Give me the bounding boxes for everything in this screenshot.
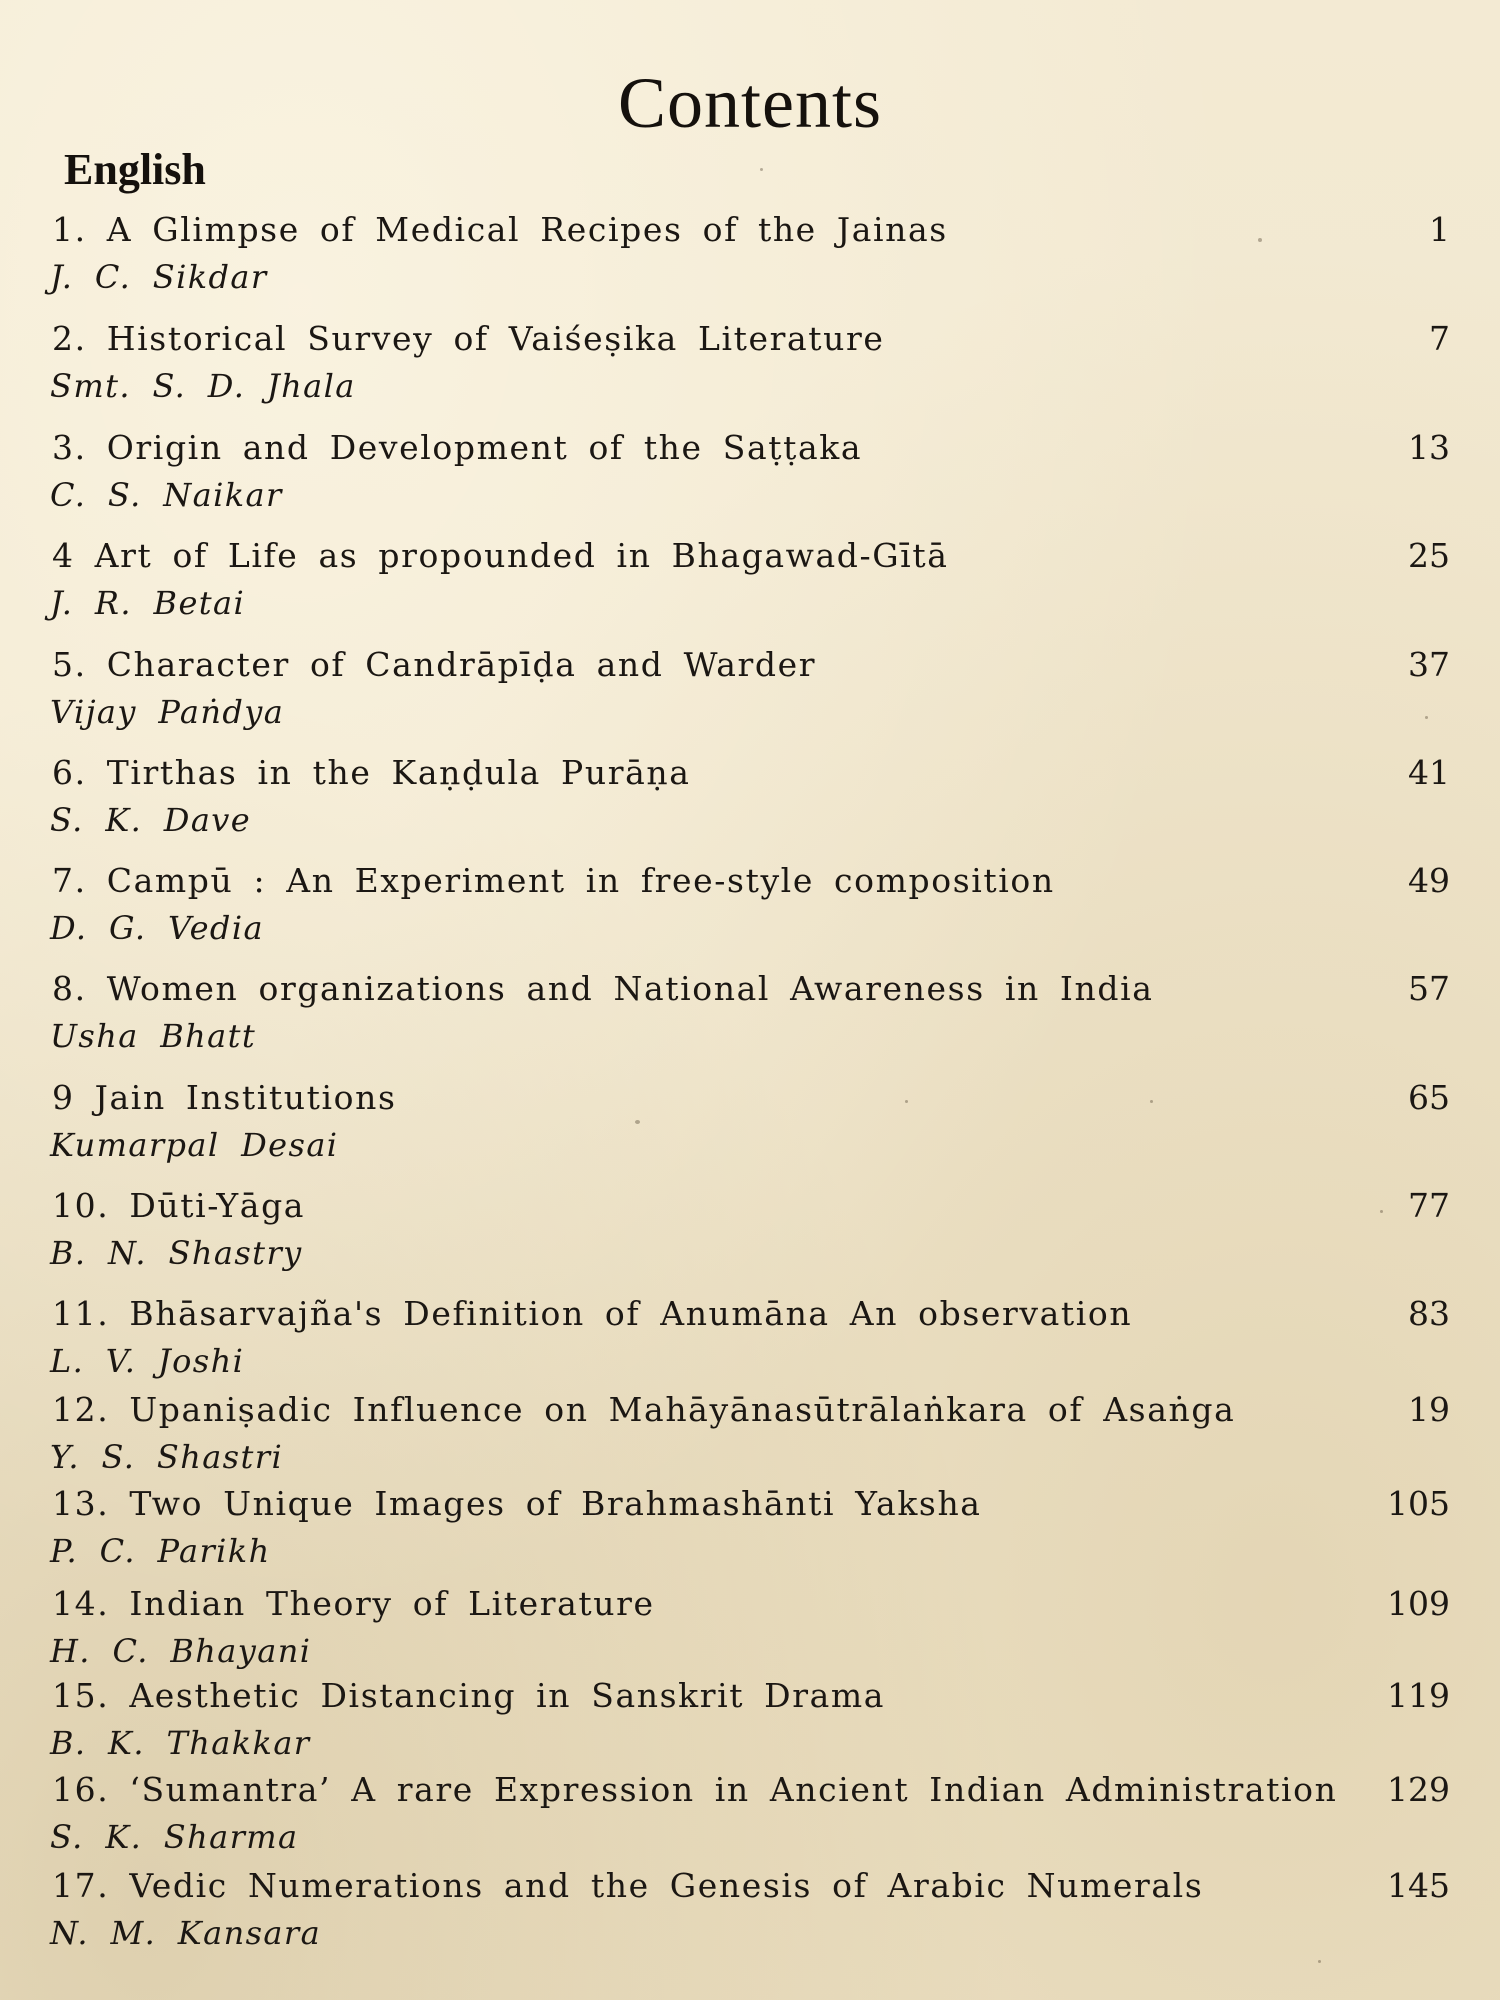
entry-page-number: 1 xyxy=(1429,210,1450,249)
entry-author: D. G. Vedia xyxy=(50,909,264,947)
entry-title: 10. Dūti-Yāga xyxy=(52,1186,306,1225)
page-title: Contents xyxy=(617,63,882,143)
toc-entry xyxy=(0,969,1500,1059)
entry-title: 17. Vedic Numerations and the Genesis of Arabic Numerals xyxy=(52,1866,1204,1905)
entry-title: 6. Tirthas in the Kaṇḍula Purāṇa xyxy=(52,753,691,792)
toc-entry xyxy=(0,1484,1500,1574)
toc-entry xyxy=(0,1866,1500,1956)
entry-page-number: 19 xyxy=(1408,1390,1450,1429)
entry-author: P. C. Parikh xyxy=(50,1532,271,1570)
entry-page-number: 49 xyxy=(1408,861,1450,900)
toc-entry xyxy=(0,1584,1500,1674)
entry-author: N. M. Kansara xyxy=(50,1914,322,1952)
entry-author: C. S. Naikar xyxy=(50,476,283,514)
entry-author: Y. S. Shastri xyxy=(50,1438,284,1476)
paper-speck xyxy=(905,1100,908,1103)
entry-page-number: 41 xyxy=(1408,753,1450,792)
entry-author: Usha Bhatt xyxy=(50,1017,257,1055)
entry-page-number: 105 xyxy=(1387,1484,1450,1523)
entry-title: 15. Aesthetic Distancing in Sanskrit Drama xyxy=(52,1676,886,1715)
entry-page-number: 65 xyxy=(1408,1078,1450,1117)
paper-speck xyxy=(1258,238,1262,242)
toc-entry xyxy=(0,753,1500,843)
entry-author: J. C. Sikdar xyxy=(50,258,268,296)
toc-entry xyxy=(0,1186,1500,1276)
paper-speck xyxy=(1380,1210,1383,1213)
toc-entry xyxy=(0,428,1500,518)
entry-author: B. N. Shastry xyxy=(50,1234,303,1272)
entry-author: Vijay Paṅdya xyxy=(50,693,285,731)
entry-title: 12. Upaniṣadic Influence on Mahāyānasūtrālaṅkara of Asaṅga xyxy=(52,1390,1236,1429)
entry-title: 13. Two Unique Images of Brahmashānti Yaksha xyxy=(52,1484,982,1523)
entry-page-number: 145 xyxy=(1387,1866,1450,1905)
toc-entry xyxy=(0,645,1500,735)
paper-speck xyxy=(1150,1100,1153,1103)
paper-speck xyxy=(1318,1960,1321,1963)
entry-page-number: 7 xyxy=(1429,319,1450,358)
section-title-english: English xyxy=(64,145,206,194)
entry-page-number: 129 xyxy=(1387,1770,1450,1809)
entry-author: Kumarpal Desai xyxy=(50,1126,339,1164)
paper-speck xyxy=(635,1120,640,1124)
paper-speck xyxy=(760,168,763,171)
entry-title: 1. A Glimpse of Medical Recipes of the Jainas xyxy=(52,210,948,249)
toc-entry xyxy=(0,1770,1500,1860)
entry-title: 7. Campū : An Experiment in free-style composition xyxy=(52,861,1055,900)
entry-page-number: 77 xyxy=(1408,1186,1450,1225)
entry-title: 16. ‘Sumantra’ A rare Expression in Ancient Indian Administration xyxy=(52,1770,1338,1809)
entry-title: 9 Jain Institutions xyxy=(52,1078,397,1117)
entry-page-number: 83 xyxy=(1408,1294,1450,1333)
entry-page-number: 57 xyxy=(1408,969,1450,1008)
entry-title: 14. Indian Theory of Literature xyxy=(52,1584,655,1623)
entry-page-number: 37 xyxy=(1408,645,1450,684)
entry-author: S. K. Dave xyxy=(50,801,252,839)
toc-entry xyxy=(0,861,1500,951)
entry-title: 3. Origin and Development of the Saṭṭaka xyxy=(52,428,863,467)
toc-entry xyxy=(0,1294,1500,1384)
entry-title: 8. Women organizations and National Awareness in India xyxy=(52,969,1154,1008)
entry-author: H. C. Bhayani xyxy=(50,1632,312,1670)
entry-author: Smt. S. D. Jhala xyxy=(50,367,356,405)
paper-speck xyxy=(1425,716,1428,719)
toc-entry xyxy=(0,210,1500,300)
toc-entry xyxy=(0,1078,1500,1168)
entry-page-number: 13 xyxy=(1408,428,1450,467)
entry-author: S. K. Sharma xyxy=(50,1818,299,1856)
toc-entry xyxy=(0,536,1500,626)
entry-author: L. V. Joshi xyxy=(50,1342,245,1380)
toc-entry xyxy=(0,1390,1500,1480)
entry-page-number: 119 xyxy=(1387,1676,1450,1715)
entry-title: 11. Bhāsarvajña's Definition of Anumāna An observation xyxy=(52,1294,1133,1333)
entry-author: B. K. Thakkar xyxy=(50,1724,311,1762)
entry-title: 5. Character of Candrāpīḍa and Warder xyxy=(52,645,817,684)
toc-entry xyxy=(0,319,1500,409)
entry-title: 4 Art of Life as propounded in Bhagawad-Gītā xyxy=(52,536,949,575)
entry-page-number: 25 xyxy=(1408,536,1450,575)
entry-title: 2. Historical Survey of Vaiśeṣika Literature xyxy=(52,319,885,358)
entry-page-number: 109 xyxy=(1387,1584,1450,1623)
entry-author: J. R. Betai xyxy=(50,584,246,622)
toc-entry xyxy=(0,1676,1500,1766)
